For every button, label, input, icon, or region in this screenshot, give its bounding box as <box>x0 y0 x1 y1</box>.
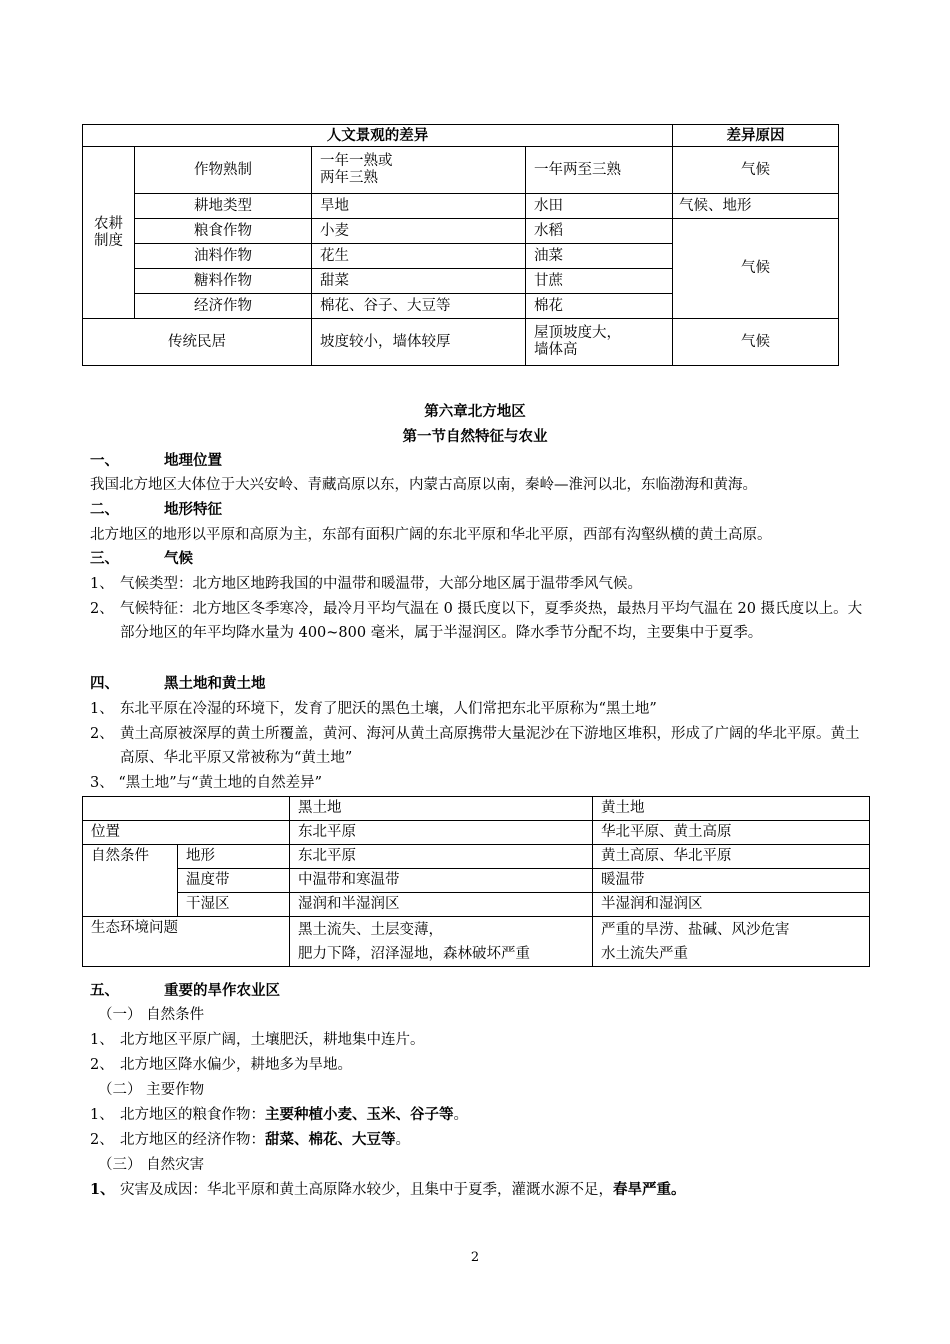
chapter-title: 第六章北方地区 <box>424 403 526 420</box>
eco-line: 严重的旱涝、盐碱、风沙危害 <box>601 921 790 938</box>
row-south: 甘蔗 <box>526 269 673 294</box>
emphasis-text: 春旱严重。 <box>613 1181 686 1198</box>
row-label: 干湿区 <box>178 893 290 917</box>
eco-line: 黑土流失、土层变薄， <box>298 921 443 938</box>
list-number: 2、 <box>90 726 114 742</box>
list-number: 1、 <box>90 1107 114 1123</box>
section-number: 三、 <box>90 550 119 567</box>
list-text: 灾害及成因：华北平原和黄土高原降水较少，且集中于夏季，灌溉水源不足， <box>120 1182 613 1198</box>
list-item <box>90 1128 870 1152</box>
section-heading-text: 气候 <box>164 550 193 567</box>
section-number: 二、 <box>90 501 119 518</box>
list-number: 1、 <box>90 701 114 717</box>
header-cultural-landscape: 人文景观的差异 <box>83 125 673 147</box>
emphasis-text: 主要种植小麦、玉米、谷子等 <box>265 1106 454 1123</box>
paragraph: 北方地区的地形以平原和高原为主，东部有面积广阔的东北平原和华北平原，西部有沟壑纵横的黄土高原。 <box>90 527 772 543</box>
merged-reason: 气候 <box>673 219 839 319</box>
row-north: 棉花、谷子、大豆等 <box>312 294 526 319</box>
yellow-value: 半湿润和湿润区 <box>593 893 870 917</box>
subsection-heading: （三） 自然灾害 <box>98 1157 205 1173</box>
farming-system-label: 农耕 制度 <box>83 147 135 319</box>
list-number: 2、 <box>90 1057 114 1073</box>
section-number: 四、 <box>90 675 119 692</box>
row-north: 小麦 <box>312 219 526 244</box>
dwelling-south: 屋顶坡度大， 墙体高 <box>526 319 673 366</box>
section-heading-text: 重要的旱作农业区 <box>164 982 280 999</box>
page-number: 2 <box>470 1250 480 1265</box>
row-south: 油菜 <box>526 244 673 269</box>
yellow-value <box>593 917 870 967</box>
list-number: 2、 <box>90 601 114 617</box>
list-text: 北方地区的粮食作物： <box>120 1107 265 1123</box>
list-item <box>90 1178 870 1202</box>
section-number: 一、 <box>90 452 119 469</box>
section-heading <box>90 979 280 1003</box>
eco-line: 肥力下降，沼泽湿地，森林破坏严重 <box>298 945 530 962</box>
row-north: 花生 <box>312 244 526 269</box>
row-south: 一年两至三熟 <box>526 147 673 194</box>
list-text: 气候特征：北方地区冬季寒冷，最冷月平均气温在 0 摄氏度以下，夏季炎热，最热月平均气温在 20 摄氏度以上。大部分地区的年平均降水量为 400~800 毫米，属于半湿润区。降水季节分配不均，主要集中于夏季。 <box>120 601 863 641</box>
yellow-value: 华北平原、黄土高原 <box>593 821 870 845</box>
row-north: 一年一熟或 两年三熟 <box>312 147 526 194</box>
list-number: 1、 <box>90 576 114 592</box>
row-reason: 气候、地形 <box>673 194 839 219</box>
list-text: 气候类型：北方地区地跨我国的中温带和暖温带，大部分地区属于温带季风气候。 <box>120 576 642 592</box>
list-text: 北方地区平原广阔，土壤肥沃，耕地集中连片。 <box>120 1032 425 1048</box>
list-text: 北方地区降水偏少，耕地多为旱地。 <box>120 1057 352 1073</box>
yellow-value: 暖温带 <box>593 869 870 893</box>
list-text: 北方地区的经济作物： <box>120 1132 265 1148</box>
header-reason: 差异原因 <box>673 125 839 147</box>
dwelling-north: 坡度较小，墙体较厚 <box>312 319 526 366</box>
yellow-value: 黄土高原、华北平原 <box>593 845 870 869</box>
section-heading <box>90 498 222 522</box>
col-black-soil: 黑土地 <box>290 797 593 821</box>
emphasis-text: 甜菜、棉花、大豆等 <box>265 1131 396 1148</box>
row-north: 旱地 <box>312 194 526 219</box>
section-heading-text: 地理位置 <box>164 452 222 469</box>
row-reason: 气候 <box>673 147 839 194</box>
list-number: 1、 <box>90 1032 114 1048</box>
row-south: 水稻 <box>526 219 673 244</box>
row-south: 棉花 <box>526 294 673 319</box>
row-item: 油料作物 <box>135 244 312 269</box>
row-item: 耕地类型 <box>135 194 312 219</box>
row-label: 温度带 <box>178 869 290 893</box>
list-number: 2、 <box>90 1132 114 1148</box>
cultural-landscape-table <box>82 124 839 366</box>
section-title: 第一节自然特征与农业 <box>402 428 548 445</box>
list-item <box>90 722 870 770</box>
row-item: 粮食作物 <box>135 219 312 244</box>
col-yellow-soil: 黄土地 <box>593 797 870 821</box>
row-label: 位置 <box>83 821 290 845</box>
section-heading-text: 黑土地和黄土地 <box>164 675 266 692</box>
list-text: 黄土高原被深厚的黄土所覆盖，黄河、海河从黄土高原携带大量泥沙在下游地区堆积，形成了广阔的华北平原。黄土高原、华北平原又常被称为“黄土地” <box>120 726 860 766</box>
dwelling-label: 传统民居 <box>83 319 312 366</box>
row-item: 作物熟制 <box>135 147 312 194</box>
blank-corner <box>83 797 290 821</box>
black-value <box>290 917 593 967</box>
section-heading <box>90 672 266 696</box>
list-item <box>90 1028 870 1052</box>
list-item: 3、 “黑土地”与“黄土地的自然差异” <box>90 775 322 791</box>
punctuation: 。 <box>453 1107 468 1123</box>
black-value: 中温带和寒温带 <box>290 869 593 893</box>
section-heading <box>90 449 222 473</box>
row-north: 甜菜 <box>312 269 526 294</box>
eco-line: 水土流失严重 <box>601 945 688 962</box>
section-heading-text: 地形特征 <box>164 501 222 518</box>
dwelling-reason: 气候 <box>673 319 839 366</box>
black-value: 湿润和半湿润区 <box>290 893 593 917</box>
black-value: 东北平原 <box>290 821 593 845</box>
list-item <box>90 572 870 596</box>
list-item <box>90 597 870 645</box>
section-number: 五、 <box>90 982 119 999</box>
row-item: 经济作物 <box>135 294 312 319</box>
row-label: 地形 <box>178 845 290 869</box>
subsection-heading: （二） 主要作物 <box>98 1082 205 1098</box>
list-item <box>90 1053 870 1077</box>
punctuation: 。 <box>395 1132 410 1148</box>
row-item: 糖料作物 <box>135 269 312 294</box>
paragraph: 我国北方地区大体位于大兴安岭、青藏高原以东，内蒙古高原以南，秦岭—淮河以北，东临渤海和黄海。 <box>90 477 757 493</box>
soil-comparison-table <box>82 796 870 967</box>
row-label: 生态环境问题 <box>83 917 290 967</box>
list-item <box>90 1103 870 1127</box>
list-item <box>90 697 870 721</box>
row-south: 水田 <box>526 194 673 219</box>
list-number: 1、 <box>90 1181 115 1198</box>
section-heading <box>90 547 193 571</box>
subsection-heading: （一） 自然条件 <box>98 1007 205 1023</box>
natural-conditions-label: 自然条件 <box>83 845 178 917</box>
black-value: 东北平原 <box>290 845 593 869</box>
list-text: 东北平原在冷湿的环境下，发育了肥沃的黑色土壤，人们常把东北平原称为“黑土地” <box>120 701 657 717</box>
